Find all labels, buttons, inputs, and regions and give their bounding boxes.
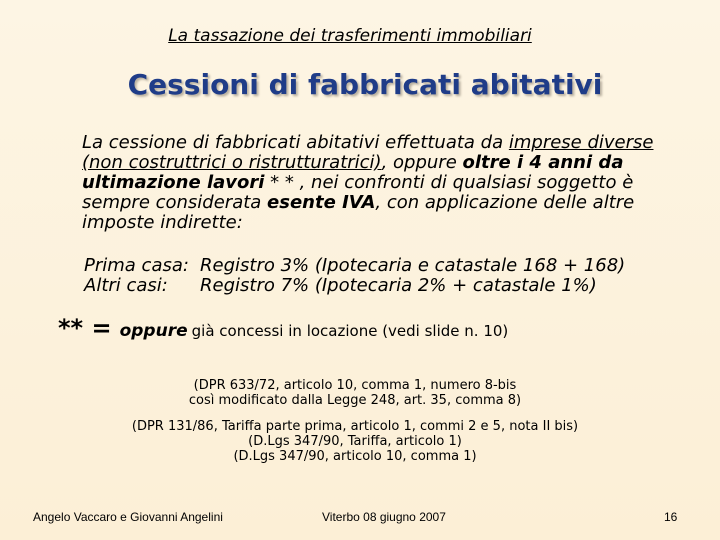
para-text-2: , oppure: [381, 152, 463, 173]
footnote: [58, 314, 508, 342]
rate-row: [84, 256, 625, 276]
legal-references-1: [0, 378, 710, 408]
rate-value: Registro 3% (Ipotecaria e catastale 168 + 168): [200, 255, 626, 276]
rates-list: [84, 256, 625, 296]
footnote-text: già concessi in locazione (vedi slide n. 10): [191, 322, 509, 340]
footer-place-date: Viterbo 08 giugno 2007: [322, 510, 446, 524]
reference-line: (D.Lgs 347/90, articolo 10, comma 1): [233, 449, 477, 464]
footnote-marker: ** =: [58, 314, 112, 342]
legal-references-2: [0, 419, 710, 464]
reference-line: (D.Lgs 347/90, Tariffa, articolo 1): [248, 434, 462, 449]
footnote-oppure: oppure: [119, 321, 188, 341]
rate-label: Prima casa:: [84, 255, 189, 276]
reference-line: (DPR 633/72, articolo 10, comma 1, numero 8-bis: [193, 378, 517, 393]
page-number: 16: [664, 510, 678, 524]
para-text-4: , con applicazione delle altre imposte indirette:: [82, 192, 635, 233]
para-text-3: * * , nei confronti di qualsiasi soggetto è sempre considerata: [82, 172, 634, 213]
body-paragraph: [82, 133, 682, 233]
rate-row: [84, 276, 625, 296]
para-bold-text-1: oltre i 4 anni da ultimazione lavori: [82, 152, 624, 193]
para-bold-text-2: esente IVA: [267, 192, 376, 213]
footer-authors: Angelo Vaccaro e Giovanni Angelini: [33, 510, 223, 524]
header-subtitle: La tassazione dei trasferimenti immobiliari: [168, 26, 532, 46]
rate-label: Altri casi:: [84, 275, 168, 296]
reference-line: (DPR 131/86, Tariffa parte prima, articolo 1, commi 2 e 5, nota II bis): [131, 419, 579, 434]
para-text-1: La cessione di fabbricati abitativi effettuata da: [82, 132, 509, 153]
reference-line: così modificato dalla Legge 248, art. 35, comma 8): [188, 393, 522, 408]
rate-value: Registro 7% (Ipotecaria 2% + catastale 1%): [200, 275, 597, 296]
para-underlined-text: imprese diverse (non costruttrici o ristrutturatrici): [82, 132, 654, 173]
slide-title: Cessioni di fabbricati abitativi: [127, 68, 603, 101]
